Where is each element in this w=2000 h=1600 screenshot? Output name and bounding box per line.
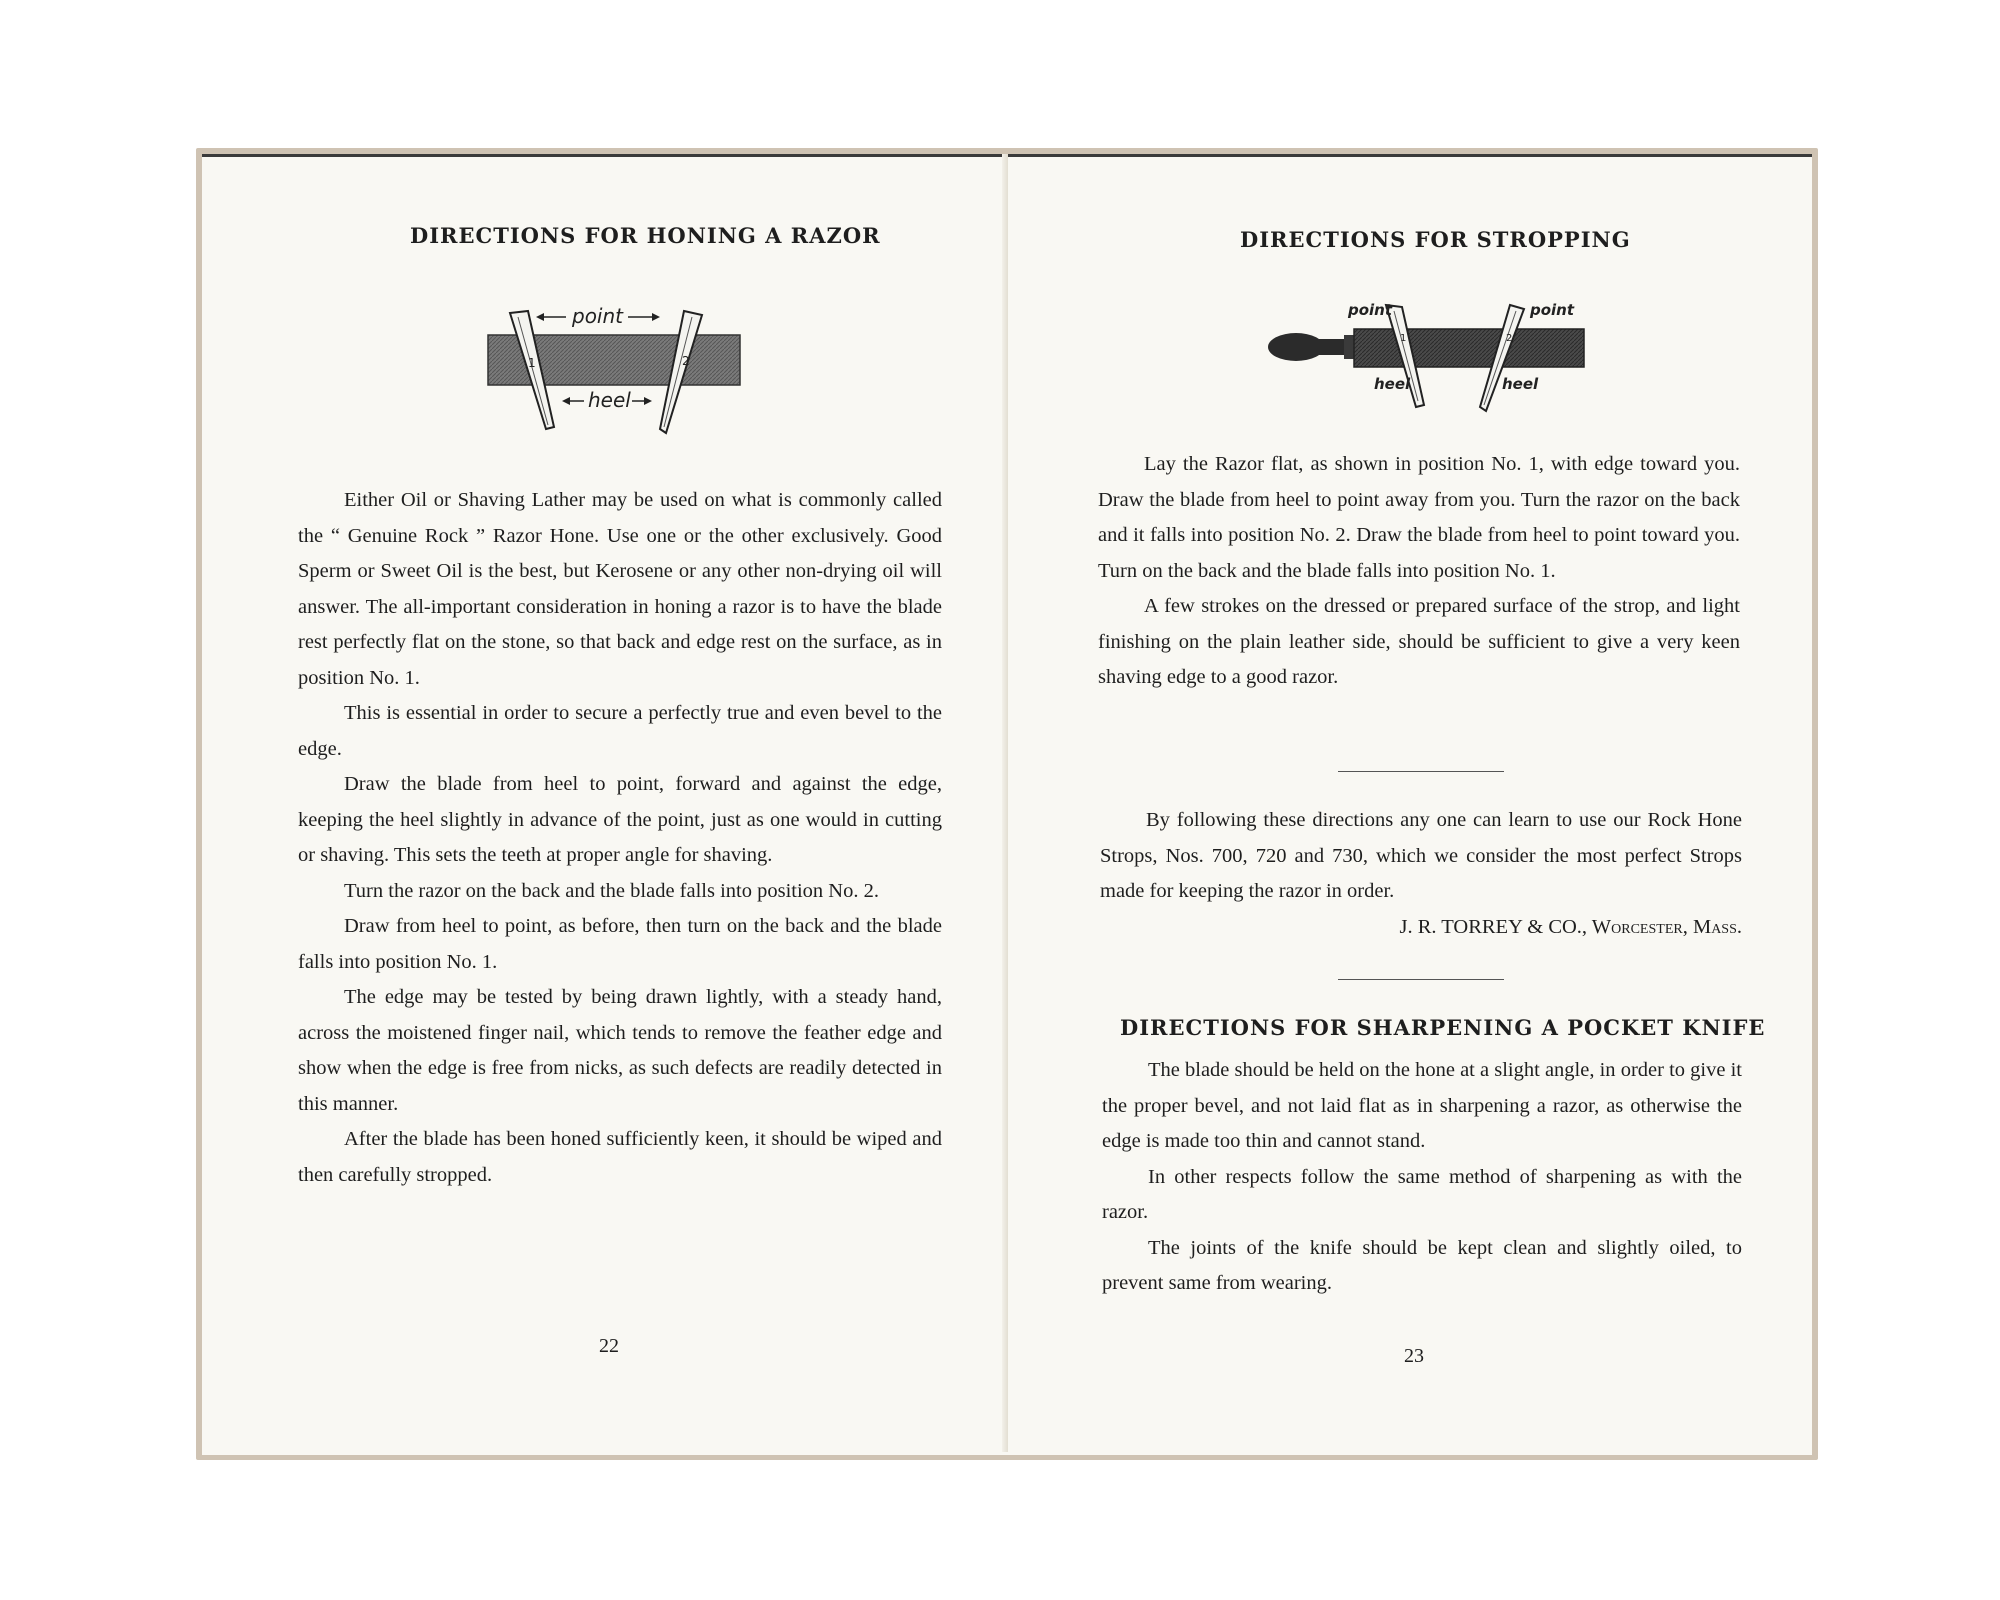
- strop-heel-label-left: heel: [1374, 375, 1411, 393]
- honing-paragraph-3: Draw the blade from heel to point, forward and against the edge, keeping the heel slightly in advance of the point, just as one would in cutting or shaving. This sets the teeth at proper angle for shaving.: [298, 773, 942, 866]
- divider-rule-2: [1338, 979, 1504, 980]
- knife-paragraph-3: The joints of the knife should be kept clean and slightly oiled, to prevent same from wearing.: [1102, 1236, 1742, 1294]
- honing-heading: DIRECTIONS FOR HONING A RAZOR: [410, 223, 881, 248]
- blade-2-number: 2: [682, 354, 690, 368]
- strop-razor-figure: [1262, 301, 1592, 421]
- strop-blade-2-number: 2: [1506, 333, 1513, 344]
- strop-handle: [1268, 333, 1354, 361]
- honing-paragraph-1: Either Oil or Shaving Lather may be used on what is commonly called the “ Genuine Rock ” Razor Hone. Use one or the other exclusively. Good Sperm or Sweet Oil is the best, but Kerosene or any other non-drying oil will answer. The all-important consideration in honing a razor is to have the blade rest perfectly flat on the stone, so that back and edge rest on the surface, as in position No. 1.: [298, 489, 942, 689]
- knife-paragraph-1: The blade should be held on the hone at a slight angle, in order to give it the proper bevel, and not laid flat as in sharpening a razor, as otherwise the edge is made too thin and cannot stand.: [1102, 1059, 1742, 1152]
- honing-paragraph-5: Draw from heel to point, as before, then turn on the back and the blade falls into position No. 1.: [298, 915, 942, 973]
- heel-label: heel: [588, 388, 631, 412]
- knife-instructions: [1102, 1053, 1742, 1302]
- knife-paragraph-2: In other respects follow the same method of sharpening as with the razor.: [1102, 1165, 1742, 1223]
- stropping-heading: DIRECTIONS FOR STROPPING: [1240, 227, 1631, 252]
- stropping-instructions: [1098, 447, 1740, 696]
- hone-razor-figure: [488, 305, 748, 445]
- page-number-right: 23: [1404, 1345, 1424, 1367]
- stropping-paragraph-1: Lay the Razor flat, as shown in position No. 1, with edge toward you. Draw the blade from heel to point away from you. Turn the razor on the back and it falls into position No. 2. Draw the blade from heel to point toward you. Turn on the back and the blade falls into position No. 1.: [1098, 453, 1740, 582]
- maker-signature: J. R. TORREY & CO., Worcester, Mass.: [1399, 915, 1742, 938]
- honing-instructions: [298, 483, 942, 1193]
- right-page: [1008, 154, 1812, 1455]
- page-number-left: 22: [599, 1335, 619, 1357]
- blade-1-number: 1: [528, 356, 536, 370]
- honing-paragraph-2: This is essential in order to secure a perfectly true and even bevel to the edge.: [298, 702, 942, 760]
- stropping-paragraph-2: A few strokes on the dressed or prepared surface of the strop, and light finishing on the plain leather side, should be sufficient to give a very keen shaving edge to a good razor.: [1098, 595, 1740, 688]
- open-booklet: [196, 148, 1818, 1460]
- strops-advertisement: [1100, 803, 1742, 945]
- left-page: [202, 154, 1008, 1455]
- honing-paragraph-7: After the blade has been honed sufficiently keen, it should be wiped and then carefully stropped.: [298, 1128, 942, 1186]
- divider-rule-1: [1338, 771, 1504, 772]
- knife-heading: DIRECTIONS FOR SHARPENING A POCKET KNIFE: [1120, 1015, 1766, 1040]
- strops-paragraph: By following these directions any one can learn to use our Rock Hone Strops, Nos. 700, 720 and 730, which we consider the most perfect Strops made for keeping the razor in order.: [1100, 809, 1742, 902]
- point-label: point: [572, 304, 624, 328]
- strop-point-label-left: point: [1348, 301, 1393, 319]
- honing-paragraph-6: The edge may be tested by being drawn lightly, with a steady hand, across the moistened finger nail, which tends to remove the feather edge and show when the edge is free from nicks, as such defects are readily detected in this manner.: [298, 986, 942, 1115]
- honing-paragraph-4: Turn the razor on the back and the blade falls into position No. 2.: [344, 879, 879, 902]
- strop-blade-1-number: 1: [1400, 333, 1407, 344]
- strop-heel-label-right: heel: [1502, 375, 1539, 393]
- strop-leather: [1354, 329, 1584, 367]
- strop-point-label-right: point: [1530, 301, 1575, 319]
